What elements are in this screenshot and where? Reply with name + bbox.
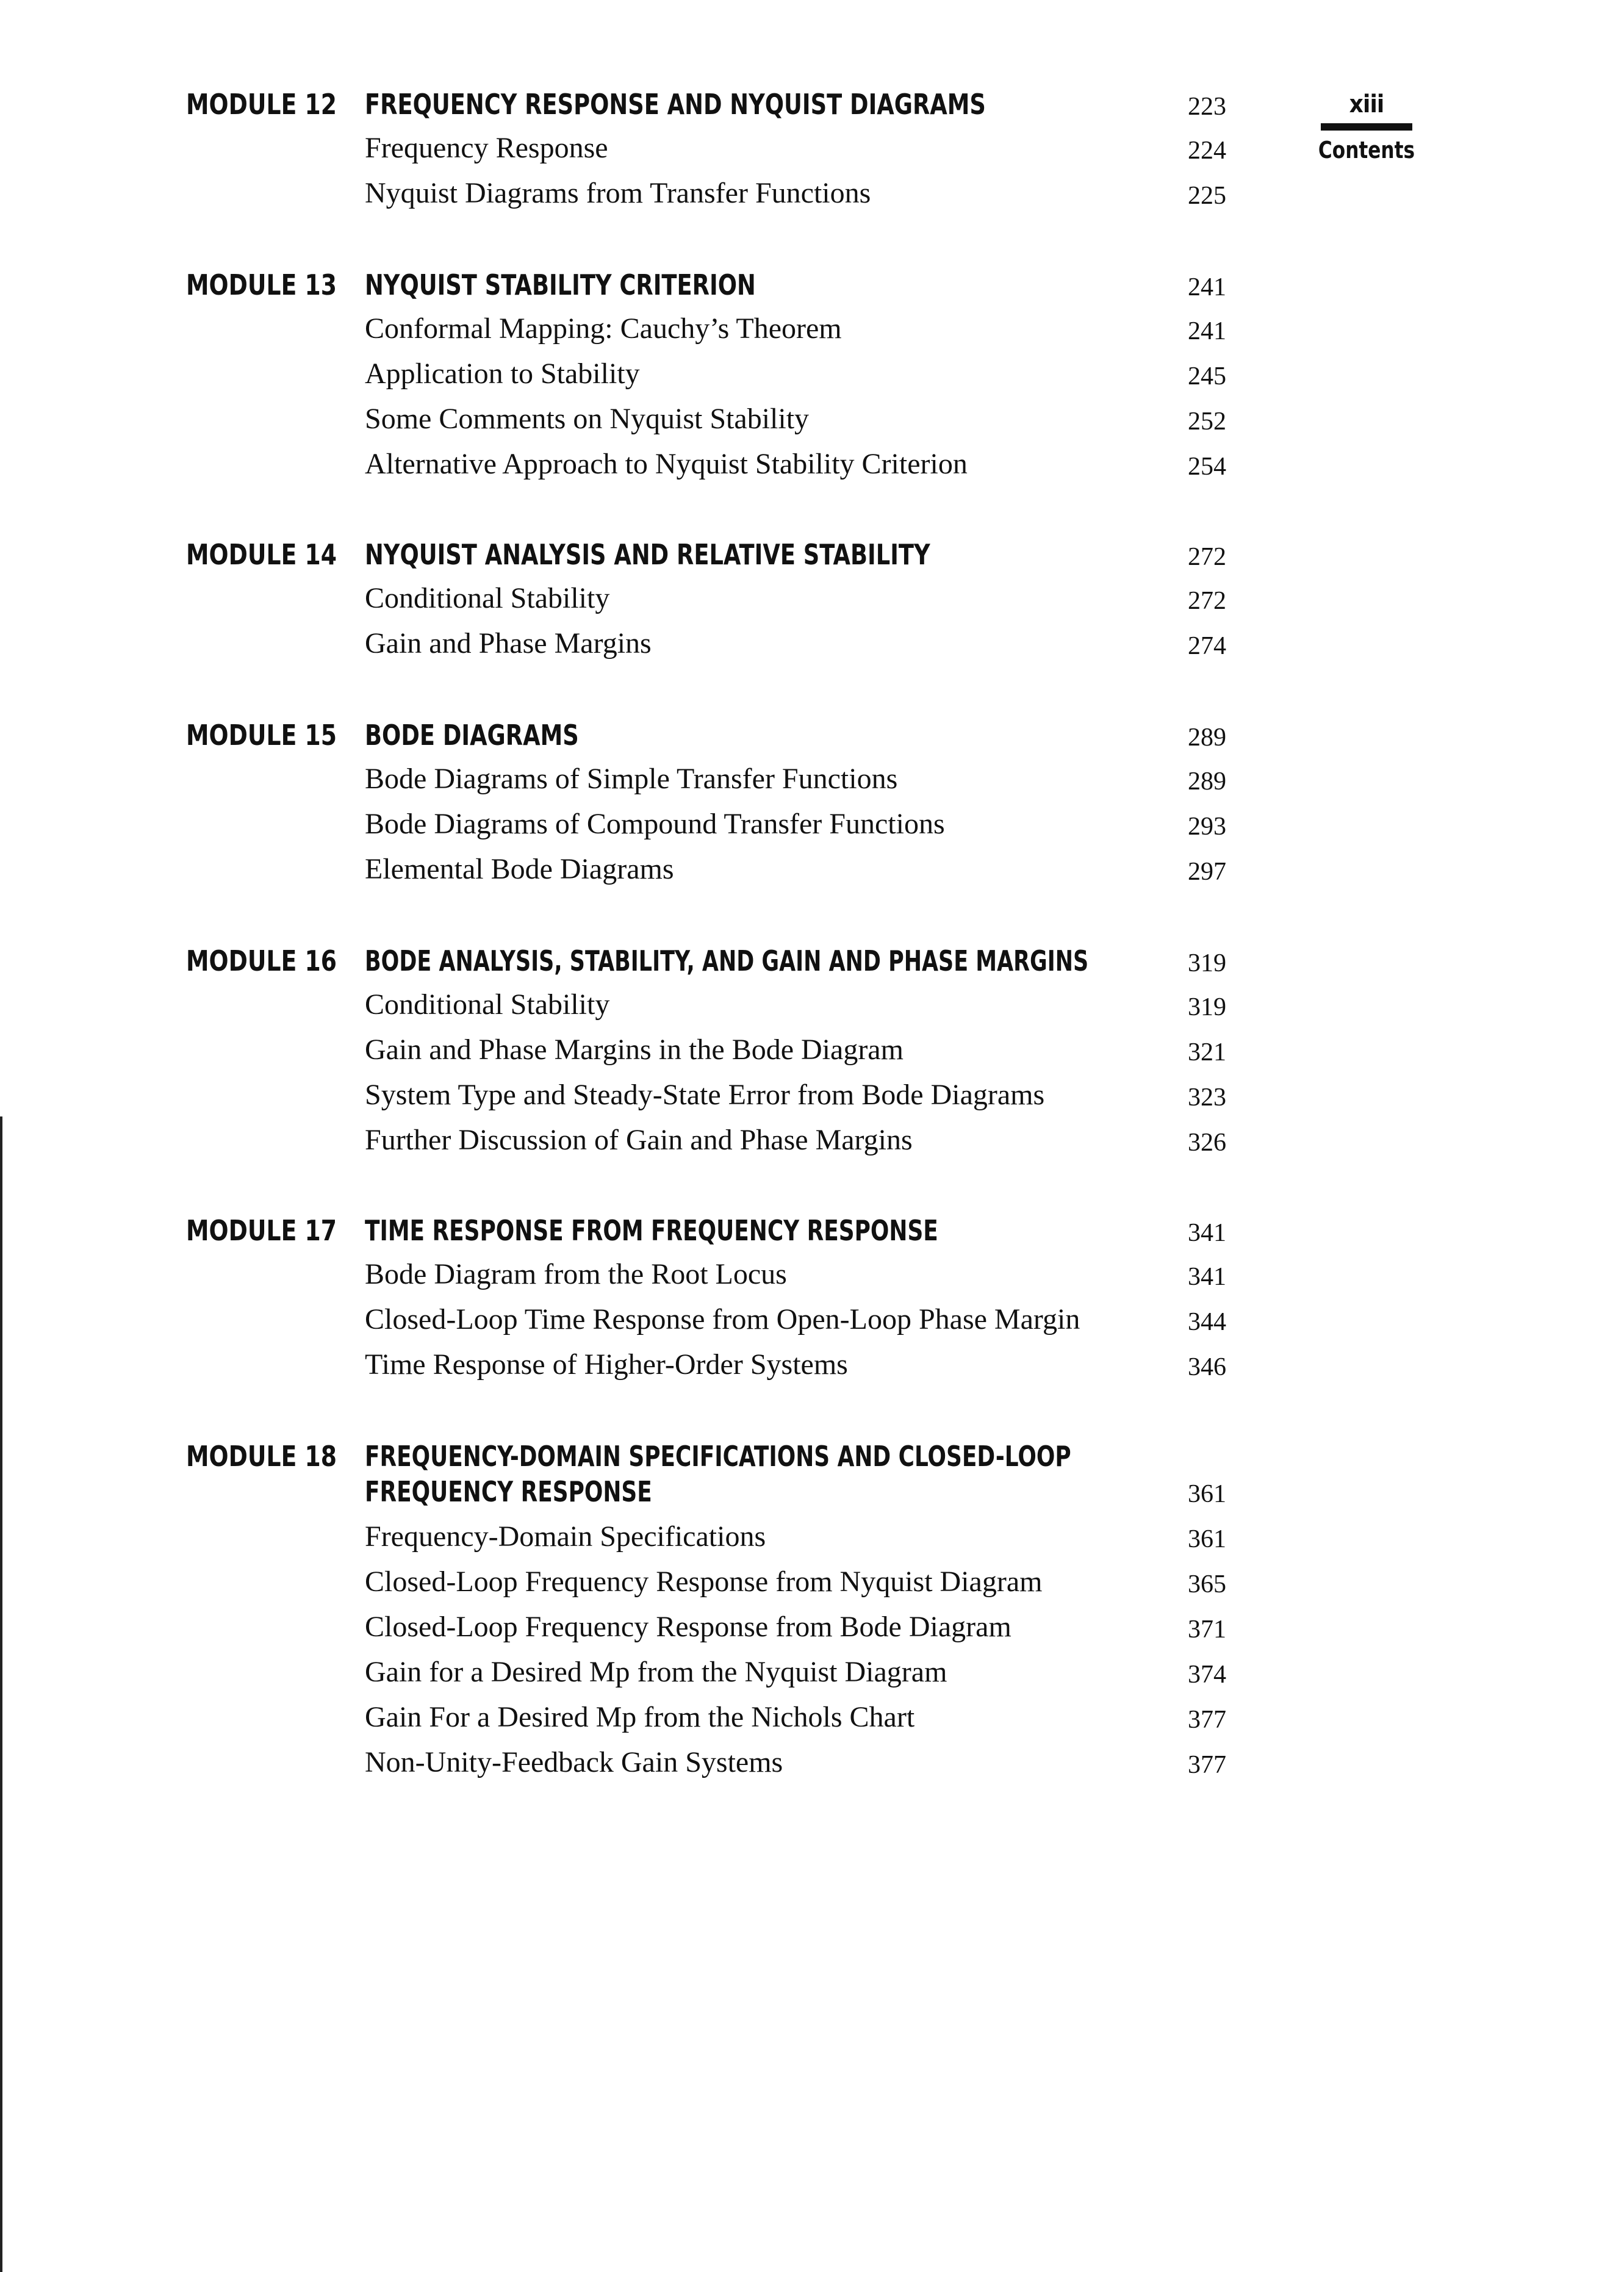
toc-entry-page: 245: [1188, 362, 1226, 390]
module-title: NYQUIST STABILITY CRITERION: [365, 268, 756, 301]
module-title: BODE ANALYSIS, STABILITY, AND GAIN AND PHASE MARGINS: [365, 944, 1089, 977]
toc-entry-page: 289: [1188, 768, 1226, 796]
toc-entry-page: 377: [1188, 1706, 1226, 1734]
toc-entry-page: 319: [1188, 993, 1226, 1021]
toc-entry: System Type and Steady-State Error from Bode Diagrams: [365, 1079, 1045, 1111]
running-head: [1306, 90, 1428, 164]
toc-entry: Closed-Loop Frequency Response from Bode Diagram: [365, 1611, 1011, 1643]
module-title-continued: FREQUENCY RESPONSE: [365, 1475, 652, 1508]
module-title: FREQUENCY-DOMAIN SPECIFICATIONS AND CLOSED-LOOP: [365, 1440, 1071, 1473]
toc-entry: Conformal Mapping: Cauchy’s Theorem: [365, 312, 842, 345]
toc-entry-page: 344: [1188, 1308, 1226, 1336]
toc-entry: Gain and Phase Margins: [365, 627, 652, 660]
module-label: MODULE 17: [186, 1214, 337, 1247]
toc-entry: Bode Diagrams of Simple Transfer Functions: [365, 763, 898, 795]
toc-entry-page: 225: [1188, 182, 1226, 210]
module-page-number: 289: [1188, 724, 1226, 752]
toc-entry-page: 361: [1188, 1525, 1226, 1553]
module-title: BODE DIAGRAMS: [365, 719, 579, 752]
toc-entry-page: 274: [1188, 632, 1226, 660]
module-label: MODULE 18: [186, 1440, 337, 1473]
toc-entry: Gain For a Desired Mp from the Nichols Chart: [365, 1701, 915, 1733]
module-page-number: 341: [1188, 1219, 1226, 1247]
module-label: MODULE 16: [186, 944, 337, 977]
toc-entry: Frequency-Domain Specifications: [365, 1520, 766, 1553]
page-folio: xiii: [1349, 90, 1384, 118]
toc-entry: Some Comments on Nyquist Stability: [365, 403, 810, 435]
toc-entry: Bode Diagrams of Compound Transfer Functions: [365, 808, 945, 840]
toc-entry-page: 326: [1188, 1129, 1226, 1157]
module-page-number: 272: [1188, 543, 1226, 571]
toc-entry: Application to Stability: [365, 358, 640, 390]
module-label: MODULE 13: [186, 268, 337, 301]
toc-entry-page: 241: [1188, 317, 1226, 345]
toc-entry-page: 377: [1188, 1751, 1226, 1779]
binding-edge-line: [0, 1116, 2, 2272]
toc-entry: Closed-Loop Time Response from Open-Loop Phase Margin: [365, 1303, 1080, 1336]
module-label: MODULE 15: [186, 719, 337, 752]
toc-entry: Conditional Stability: [365, 988, 610, 1021]
module-title: NYQUIST ANALYSIS AND RELATIVE STABILITY: [365, 538, 930, 571]
toc-entry-page: 293: [1188, 813, 1226, 841]
toc-entry-page: 341: [1188, 1263, 1226, 1291]
module-title: FREQUENCY RESPONSE AND NYQUIST DIAGRAMS: [365, 88, 986, 121]
toc-entry-page: 323: [1188, 1084, 1226, 1112]
toc-entry-page: 272: [1188, 587, 1226, 615]
toc-entry: Nyquist Diagrams from Transfer Functions: [365, 177, 871, 209]
toc-entry: Gain for a Desired Mp from the Nyquist Diagram: [365, 1656, 947, 1688]
toc-entry: Alternative Approach to Nyquist Stability Criterion: [365, 448, 968, 480]
toc-entry-page: 371: [1188, 1616, 1226, 1644]
toc-entry: Further Discussion of Gain and Phase Margins: [365, 1124, 913, 1156]
toc-entry-page: 224: [1188, 137, 1226, 165]
toc-entry: Bode Diagram from the Root Locus: [365, 1258, 787, 1290]
toc-entry-page: 254: [1188, 453, 1226, 481]
running-head-label: Contents: [1318, 137, 1415, 164]
module-page-number: 361: [1188, 1480, 1226, 1508]
module-title: TIME RESPONSE FROM FREQUENCY RESPONSE: [365, 1214, 938, 1247]
toc-entry-page: 252: [1188, 408, 1226, 436]
module-page-number: 241: [1188, 273, 1226, 301]
toc-entry-page: 321: [1188, 1038, 1226, 1066]
module-label: MODULE 12: [186, 88, 337, 121]
toc-entry-page: 365: [1188, 1570, 1226, 1598]
toc-entry: Gain and Phase Margins in the Bode Diagram: [365, 1034, 904, 1066]
toc-entry: Time Response of Higher-Order Systems: [365, 1348, 848, 1381]
toc-entry-page: 297: [1188, 858, 1226, 886]
toc-entry: Non-Unity-Feedback Gain Systems: [365, 1746, 783, 1778]
module-page-number: 223: [1188, 93, 1226, 121]
toc-entry: Elemental Bode Diagrams: [365, 853, 674, 885]
toc-entry: Frequency Response: [365, 132, 608, 164]
toc-entry: Conditional Stability: [365, 582, 610, 614]
module-page-number: 319: [1188, 949, 1226, 977]
toc-entry-page: 346: [1188, 1353, 1226, 1381]
toc-entry: Closed-Loop Frequency Response from Nyquist Diagram: [365, 1566, 1043, 1598]
toc-entry-page: 374: [1188, 1661, 1226, 1689]
running-head-bar: [1321, 123, 1412, 131]
module-label: MODULE 14: [186, 538, 337, 571]
